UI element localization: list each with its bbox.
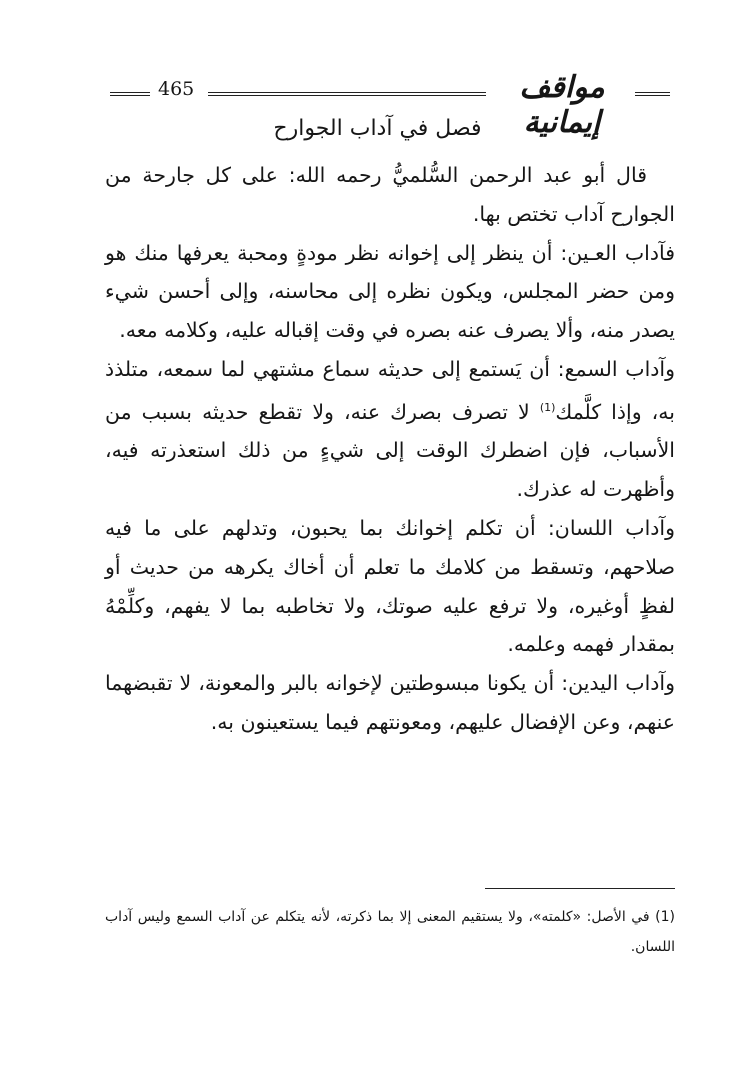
- book-title: مواقف إيمانية: [519, 70, 605, 140]
- paragraph-eyes: فآداب العـين: أن ينظر إلى إخوانه نظر مودةٍ ومحبة يعرفها منك هو ومن حضر المجلس، ويكون نظره إلى محاسنه، وإلى أحسن شيء يصدر منه، وألا يصرف عنه بصره في وقت إقباله عليه، وكلامه معه.: [105, 240, 675, 343]
- paragraph-hearing-part1: وآداب السمع: أن يَستمع إلى حديثه سماع مشتهي لما سمعه، متلذذ به، وإذا كلَّمك: [105, 356, 675, 424]
- page-number: 465: [158, 78, 195, 100]
- footnote-text: (1) في الأصل: «كلمته»، ولا يستقيم المعنى إلا بما ذكرته، لأنه يتكلم عن آداب السمع وليس آداب اللسان.: [105, 909, 675, 955]
- body-text: [105, 156, 675, 742]
- paragraph-tongue: وآداب اللسان: أن تكلم إخوانك بما يحبون، وتدلهم على ما فيه صلاحهم، وتسقط من كلامك ما تعلم أن أخاك يكرهه من حديث أو لفظٍ أوغيره، ولا ترفع عليه صوتك، ولا تخاطبه بما لا يفهم، وكلِّمْهُ بمقدار فهمه وعلمه.: [105, 516, 675, 657]
- footnote-separator: [485, 888, 675, 889]
- chapter-title: فصل في آداب الجوارح: [273, 116, 482, 141]
- paragraph-hearing: [105, 350, 675, 509]
- header-rule-left: [110, 92, 150, 96]
- header-rule-right: [635, 92, 670, 96]
- intro-paragraph: قال أبو عبد الرحمن السُّلميُّ رحمه الله: على كل جارحة من الجوارح آداب تختص بها.: [105, 163, 675, 226]
- paragraph-hearing-part2: لا تصرف بصرك عنه، ولا تقطع حديثه بسبب من الأسباب، فإن اضطرك الوقت إلى شيءٍ من ذلك استعذرته فيه، وأظهرت له عذرك.: [105, 399, 675, 502]
- header-rule-middle: [208, 92, 486, 96]
- paragraph-hands: وآداب اليدين: أن يكونا مبسوطتين لإخوانه بالبر والمعونة، لا تقبضهما عنهم، وعن الإفضال عليهم، ومعونتهم فيما يستعينون به.: [105, 671, 675, 734]
- footnote-reference: (1): [539, 400, 556, 414]
